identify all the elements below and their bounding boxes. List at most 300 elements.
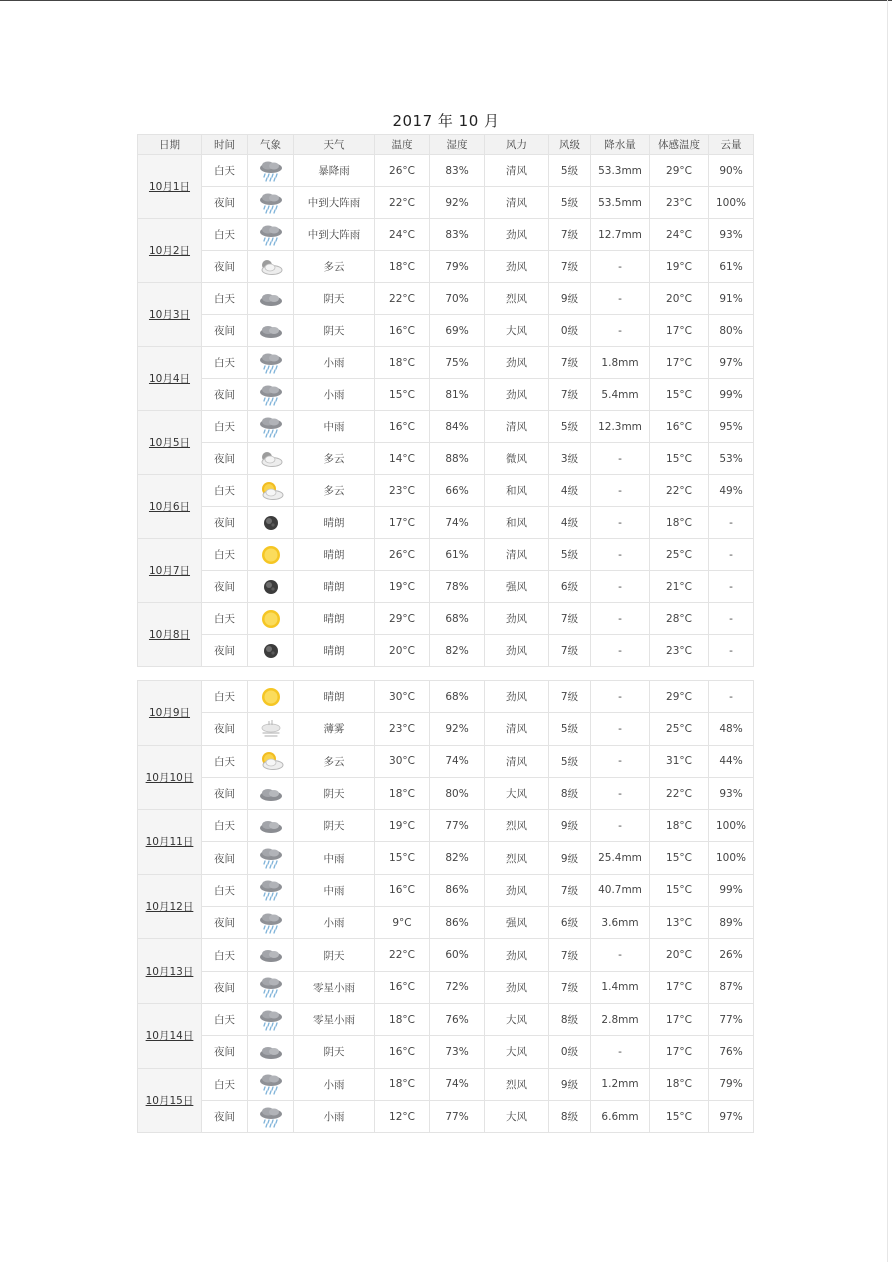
weather-cell: 中到大阵雨 <box>294 187 375 219</box>
date-cell[interactable]: 10月3日 <box>138 283 202 347</box>
period-cell: 夜间 <box>202 635 248 667</box>
precipitation-cell: 40.7mm <box>591 874 650 906</box>
weather-icon-cell <box>248 315 294 347</box>
wind-cell: 烈风 <box>485 810 549 842</box>
temperature-cell: 26°C <box>375 155 430 187</box>
weather-icon-cell <box>248 187 294 219</box>
cloud-cover-cell: 44% <box>709 745 754 777</box>
table-row <box>138 681 754 713</box>
precipitation-cell: - <box>591 603 650 635</box>
period-cell: 白天 <box>202 1003 248 1035</box>
feels-like-cell: 23°C <box>650 635 709 667</box>
wind-level-cell: 8级 <box>549 1100 591 1132</box>
period-cell: 白天 <box>202 603 248 635</box>
wind-cell: 劲风 <box>485 379 549 411</box>
weather-icon-cell <box>248 635 294 667</box>
feels-like-cell: 17°C <box>650 1003 709 1035</box>
weather-icon-cell <box>248 1100 294 1132</box>
wind-level-cell: 6级 <box>549 571 591 603</box>
rain-cloud-icon <box>248 846 293 870</box>
period-cell: 夜间 <box>202 251 248 283</box>
cloud-cover-cell: 90% <box>709 155 754 187</box>
wind-cell: 强风 <box>485 571 549 603</box>
feels-like-cell: 17°C <box>650 347 709 379</box>
humidity-cell: 82% <box>430 842 485 874</box>
date-cell[interactable]: 10月15日 <box>138 1068 202 1133</box>
weather-cell: 阴天 <box>294 810 375 842</box>
wind-cell: 大风 <box>485 1036 549 1068</box>
temperature-cell: 22°C <box>375 187 430 219</box>
overcast-cloud-icon <box>248 785 293 803</box>
temperature-cell: 16°C <box>375 315 430 347</box>
period-cell: 夜间 <box>202 571 248 603</box>
wind-cell: 清风 <box>485 745 549 777</box>
weather-icon-cell <box>248 713 294 745</box>
precipitation-cell: 3.6mm <box>591 907 650 939</box>
temperature-cell: 24°C <box>375 219 430 251</box>
wind-cell: 劲风 <box>485 681 549 713</box>
feels-like-cell: 19°C <box>650 251 709 283</box>
wind-level-cell: 6级 <box>549 907 591 939</box>
temperature-cell: 22°C <box>375 283 430 315</box>
feels-like-cell: 15°C <box>650 379 709 411</box>
humidity-cell: 72% <box>430 971 485 1003</box>
weather-icon-cell <box>248 411 294 443</box>
overcast-cloud-icon <box>248 946 293 964</box>
wind-level-cell: 5级 <box>549 745 591 777</box>
wind-level-cell: 5级 <box>549 187 591 219</box>
weather-cell: 多云 <box>294 251 375 283</box>
feels-like-cell: 13°C <box>650 907 709 939</box>
precipitation-cell: - <box>591 251 650 283</box>
table-row <box>138 539 754 571</box>
cloud-cover-cell: 89% <box>709 907 754 939</box>
period-cell: 夜间 <box>202 187 248 219</box>
precipitation-cell: - <box>591 713 650 745</box>
date-cell[interactable]: 10月6日 <box>138 475 202 539</box>
cloud-cover-cell: 61% <box>709 251 754 283</box>
cloud-cover-cell: 99% <box>709 874 754 906</box>
table-row <box>138 971 754 1003</box>
wind-level-cell: 7级 <box>549 939 591 971</box>
humidity-cell: 92% <box>430 713 485 745</box>
feels-like-cell: 24°C <box>650 219 709 251</box>
table-row <box>138 907 754 939</box>
weather-icon-cell <box>248 283 294 315</box>
humidity-cell: 83% <box>430 219 485 251</box>
date-cell[interactable]: 10月7日 <box>138 539 202 603</box>
wind-cell: 清风 <box>485 155 549 187</box>
header-wind-level: 风级 <box>549 135 591 155</box>
table-row <box>138 571 754 603</box>
overcast-cloud-icon <box>248 1043 293 1061</box>
table-row <box>138 635 754 667</box>
date-cell[interactable]: 10月12日 <box>138 874 202 939</box>
precipitation-cell: 1.4mm <box>591 971 650 1003</box>
rain-cloud-icon <box>248 1008 293 1032</box>
feels-like-cell: 31°C <box>650 745 709 777</box>
cloud-cover-cell: 100% <box>709 842 754 874</box>
temperature-cell: 12°C <box>375 1100 430 1132</box>
period-cell: 白天 <box>202 810 248 842</box>
feels-like-cell: 28°C <box>650 603 709 635</box>
clear-night-icon <box>248 577 293 597</box>
weather-cell: 中到大阵雨 <box>294 219 375 251</box>
weather-icon-cell <box>248 347 294 379</box>
table-row <box>138 1003 754 1035</box>
wind-cell: 大风 <box>485 315 549 347</box>
rain-cloud-icon <box>248 975 293 999</box>
weather-icon-cell <box>248 379 294 411</box>
precipitation-cell: - <box>591 939 650 971</box>
weather-cell: 中雨 <box>294 874 375 906</box>
period-cell: 夜间 <box>202 713 248 745</box>
precipitation-cell: 5.4mm <box>591 379 650 411</box>
wind-level-cell: 5级 <box>549 411 591 443</box>
date-cell[interactable]: 10月8日 <box>138 603 202 667</box>
period-cell: 夜间 <box>202 443 248 475</box>
temperature-cell: 16°C <box>375 411 430 443</box>
humidity-cell: 75% <box>430 347 485 379</box>
date-cell[interactable]: 10月13日 <box>138 939 202 1004</box>
table-row <box>138 251 754 283</box>
humidity-cell: 82% <box>430 635 485 667</box>
header-wind: 风力 <box>485 135 549 155</box>
weather-cell: 暴降雨 <box>294 155 375 187</box>
weather-cell: 阴天 <box>294 777 375 809</box>
partly-cloudy-night-icon <box>248 449 293 469</box>
header-humidity: 湿度 <box>430 135 485 155</box>
header-precipitation: 降水量 <box>591 135 650 155</box>
table-row <box>138 1068 754 1100</box>
feels-like-cell: 29°C <box>650 681 709 713</box>
period-cell: 夜间 <box>202 1100 248 1132</box>
date-cell[interactable]: 10月14日 <box>138 1003 202 1068</box>
header-date: 日期 <box>138 135 202 155</box>
weather-cell: 薄雾 <box>294 713 375 745</box>
temperature-cell: 22°C <box>375 939 430 971</box>
precipitation-cell: - <box>591 681 650 713</box>
feels-like-cell: 22°C <box>650 777 709 809</box>
wind-level-cell: 4级 <box>549 507 591 539</box>
wind-cell: 烈风 <box>485 842 549 874</box>
wind-level-cell: 5级 <box>549 155 591 187</box>
precipitation-cell: - <box>591 1036 650 1068</box>
feels-like-cell: 17°C <box>650 1036 709 1068</box>
rain-cloud-icon <box>248 223 293 247</box>
humidity-cell: 81% <box>430 379 485 411</box>
cloud-cover-cell: 93% <box>709 219 754 251</box>
table-row <box>138 475 754 507</box>
temperature-cell: 30°C <box>375 745 430 777</box>
temperature-cell: 20°C <box>375 635 430 667</box>
temperature-cell: 18°C <box>375 1068 430 1100</box>
feels-like-cell: 17°C <box>650 315 709 347</box>
wind-cell: 劲风 <box>485 603 549 635</box>
humidity-cell: 83% <box>430 155 485 187</box>
table-row <box>138 713 754 745</box>
date-cell[interactable]: 10月1日 <box>138 155 202 219</box>
feels-like-cell: 23°C <box>650 187 709 219</box>
cloud-cover-cell: - <box>709 507 754 539</box>
precipitation-cell: - <box>591 745 650 777</box>
cloud-cover-cell: 97% <box>709 1100 754 1132</box>
wind-cell: 烈风 <box>485 283 549 315</box>
wind-level-cell: 7级 <box>549 874 591 906</box>
weather-cell: 中雨 <box>294 842 375 874</box>
table-row <box>138 443 754 475</box>
date-cell[interactable]: 10月11日 <box>138 810 202 875</box>
header-weather: 天气 <box>294 135 375 155</box>
temperature-cell: 14°C <box>375 443 430 475</box>
weather-cell: 阴天 <box>294 315 375 347</box>
wind-cell: 清风 <box>485 187 549 219</box>
humidity-cell: 74% <box>430 507 485 539</box>
partly-cloudy-day-icon <box>248 480 293 502</box>
weather-cell: 阴天 <box>294 1036 375 1068</box>
rain-cloud-icon <box>248 1072 293 1096</box>
cloud-cover-cell: 91% <box>709 283 754 315</box>
feels-like-cell: 18°C <box>650 507 709 539</box>
cloud-cover-cell: 77% <box>709 1003 754 1035</box>
sun-icon <box>248 544 293 566</box>
weather-icon-cell <box>248 603 294 635</box>
precipitation-cell: 2.8mm <box>591 1003 650 1035</box>
cloud-cover-cell: 26% <box>709 939 754 971</box>
weather-cell: 零星小雨 <box>294 1003 375 1035</box>
feels-like-cell: 18°C <box>650 1068 709 1100</box>
fog-icon <box>248 719 293 739</box>
date-cell[interactable]: 10月10日 <box>138 745 202 810</box>
weather-icon-cell <box>248 1068 294 1100</box>
humidity-cell: 68% <box>430 681 485 713</box>
table-row <box>138 874 754 906</box>
temperature-cell: 15°C <box>375 842 430 874</box>
wind-cell: 强风 <box>485 907 549 939</box>
feels-like-cell: 21°C <box>650 571 709 603</box>
humidity-cell: 92% <box>430 187 485 219</box>
feels-like-cell: 25°C <box>650 713 709 745</box>
cloud-cover-cell: - <box>709 603 754 635</box>
table-row <box>138 155 754 187</box>
cloud-cover-cell: 87% <box>709 971 754 1003</box>
weather-cell: 晴朗 <box>294 681 375 713</box>
table-row <box>138 745 754 777</box>
cloud-cover-cell: - <box>709 539 754 571</box>
weather-icon-cell <box>248 1003 294 1035</box>
feels-like-cell: 15°C <box>650 1100 709 1132</box>
period-cell: 夜间 <box>202 971 248 1003</box>
humidity-cell: 77% <box>430 1100 485 1132</box>
wind-cell: 劲风 <box>485 347 549 379</box>
wind-level-cell: 5级 <box>549 539 591 571</box>
date-cell[interactable]: 10月9日 <box>138 681 202 746</box>
temperature-cell: 19°C <box>375 571 430 603</box>
weather-icon-cell <box>248 681 294 713</box>
wind-level-cell: 7级 <box>549 635 591 667</box>
weather-table-part-1 <box>137 134 754 667</box>
cloud-cover-cell: 80% <box>709 315 754 347</box>
cloud-cover-cell: 53% <box>709 443 754 475</box>
table-row <box>138 347 754 379</box>
wind-cell: 劲风 <box>485 251 549 283</box>
sun-icon <box>248 686 293 708</box>
rain-cloud-icon <box>248 1105 293 1129</box>
overcast-cloud-icon <box>248 322 293 340</box>
temperature-cell: 23°C <box>375 713 430 745</box>
period-cell: 白天 <box>202 681 248 713</box>
wind-cell: 微风 <box>485 443 549 475</box>
weather-icon-cell <box>248 745 294 777</box>
temperature-cell: 18°C <box>375 1003 430 1035</box>
table-row <box>138 219 754 251</box>
weather-cell: 零星小雨 <box>294 971 375 1003</box>
period-cell: 白天 <box>202 283 248 315</box>
cloud-cover-cell: 97% <box>709 347 754 379</box>
wind-level-cell: 7级 <box>549 681 591 713</box>
wind-cell: 大风 <box>485 777 549 809</box>
weather-cell: 阴天 <box>294 939 375 971</box>
weather-icon-cell <box>248 219 294 251</box>
humidity-cell: 80% <box>430 777 485 809</box>
weather-table-part-2 <box>137 680 754 1133</box>
wind-level-cell: 7级 <box>549 347 591 379</box>
table-body-1 <box>138 155 754 667</box>
right-edge-line <box>887 0 888 1262</box>
humidity-cell: 60% <box>430 939 485 971</box>
clear-night-icon <box>248 641 293 661</box>
weather-cell: 晴朗 <box>294 539 375 571</box>
precipitation-cell: 12.7mm <box>591 219 650 251</box>
header-row <box>138 135 754 155</box>
weather-cell: 多云 <box>294 475 375 507</box>
wind-level-cell: 7级 <box>549 603 591 635</box>
feels-like-cell: 20°C <box>650 283 709 315</box>
temperature-cell: 16°C <box>375 1036 430 1068</box>
weather-cell: 中雨 <box>294 411 375 443</box>
table-row <box>138 283 754 315</box>
weather-icon-cell <box>248 443 294 475</box>
wind-cell: 和风 <box>485 475 549 507</box>
weather-icon-cell <box>248 571 294 603</box>
wind-level-cell: 9级 <box>549 283 591 315</box>
wind-level-cell: 4级 <box>549 475 591 507</box>
wind-level-cell: 7级 <box>549 971 591 1003</box>
period-cell: 白天 <box>202 939 248 971</box>
weather-cell: 多云 <box>294 443 375 475</box>
weather-cell: 小雨 <box>294 347 375 379</box>
humidity-cell: 86% <box>430 907 485 939</box>
period-cell: 白天 <box>202 745 248 777</box>
period-cell: 夜间 <box>202 907 248 939</box>
precipitation-cell: 12.3mm <box>591 411 650 443</box>
weather-icon-cell <box>248 155 294 187</box>
temperature-cell: 30°C <box>375 681 430 713</box>
temperature-cell: 19°C <box>375 810 430 842</box>
table-row <box>138 777 754 809</box>
feels-like-cell: 25°C <box>650 539 709 571</box>
date-cell[interactable]: 10月2日 <box>138 219 202 283</box>
date-cell[interactable]: 10月4日 <box>138 347 202 411</box>
weather-cell: 小雨 <box>294 379 375 411</box>
humidity-cell: 68% <box>430 603 485 635</box>
humidity-cell: 76% <box>430 1003 485 1035</box>
period-cell: 夜间 <box>202 1036 248 1068</box>
wind-level-cell: 0级 <box>549 315 591 347</box>
wind-level-cell: 5级 <box>549 713 591 745</box>
table-row <box>138 842 754 874</box>
humidity-cell: 66% <box>430 475 485 507</box>
wind-cell: 劲风 <box>485 874 549 906</box>
table-row <box>138 315 754 347</box>
wind-level-cell: 3级 <box>549 443 591 475</box>
temperature-cell: 15°C <box>375 379 430 411</box>
cloud-cover-cell: 100% <box>709 810 754 842</box>
table-row <box>138 187 754 219</box>
precipitation-cell: 1.2mm <box>591 1068 650 1100</box>
rain-cloud-icon <box>248 159 293 183</box>
wind-cell: 清风 <box>485 411 549 443</box>
humidity-cell: 74% <box>430 745 485 777</box>
partly-cloudy-night-icon <box>248 257 293 277</box>
temperature-cell: 29°C <box>375 603 430 635</box>
humidity-cell: 73% <box>430 1036 485 1068</box>
weather-cell: 小雨 <box>294 1068 375 1100</box>
cloud-cover-cell: 48% <box>709 713 754 745</box>
precipitation-cell: 6.6mm <box>591 1100 650 1132</box>
header-cloud-cover: 云量 <box>709 135 754 155</box>
precipitation-cell: - <box>591 507 650 539</box>
period-cell: 白天 <box>202 874 248 906</box>
period-cell: 白天 <box>202 219 248 251</box>
humidity-cell: 78% <box>430 571 485 603</box>
feels-like-cell: 20°C <box>650 939 709 971</box>
period-cell: 夜间 <box>202 315 248 347</box>
rain-cloud-icon <box>248 383 293 407</box>
precipitation-cell: - <box>591 635 650 667</box>
temperature-cell: 18°C <box>375 777 430 809</box>
overcast-cloud-icon <box>248 290 293 308</box>
weather-icon-cell <box>248 475 294 507</box>
wind-level-cell: 9级 <box>549 810 591 842</box>
period-cell: 夜间 <box>202 507 248 539</box>
cloud-cover-cell: 100% <box>709 187 754 219</box>
wind-level-cell: 0级 <box>549 1036 591 1068</box>
cloud-cover-cell: 79% <box>709 1068 754 1100</box>
weather-icon-cell <box>248 971 294 1003</box>
date-cell[interactable]: 10月5日 <box>138 411 202 475</box>
wind-cell: 烈风 <box>485 1068 549 1100</box>
wind-cell: 劲风 <box>485 971 549 1003</box>
temperature-cell: 16°C <box>375 971 430 1003</box>
period-cell: 夜间 <box>202 379 248 411</box>
rain-cloud-icon <box>248 911 293 935</box>
temperature-cell: 23°C <box>375 475 430 507</box>
weather-icon-cell <box>248 874 294 906</box>
top-border-line <box>0 0 892 1</box>
temperature-cell: 9°C <box>375 907 430 939</box>
weather-cell: 小雨 <box>294 907 375 939</box>
table-row <box>138 939 754 971</box>
temperature-cell: 18°C <box>375 347 430 379</box>
weather-cell: 晴朗 <box>294 571 375 603</box>
precipitation-cell: - <box>591 777 650 809</box>
temperature-cell: 26°C <box>375 539 430 571</box>
cloud-cover-cell: 49% <box>709 475 754 507</box>
table-row <box>138 1100 754 1132</box>
cloud-cover-cell: 93% <box>709 777 754 809</box>
feels-like-cell: 18°C <box>650 810 709 842</box>
